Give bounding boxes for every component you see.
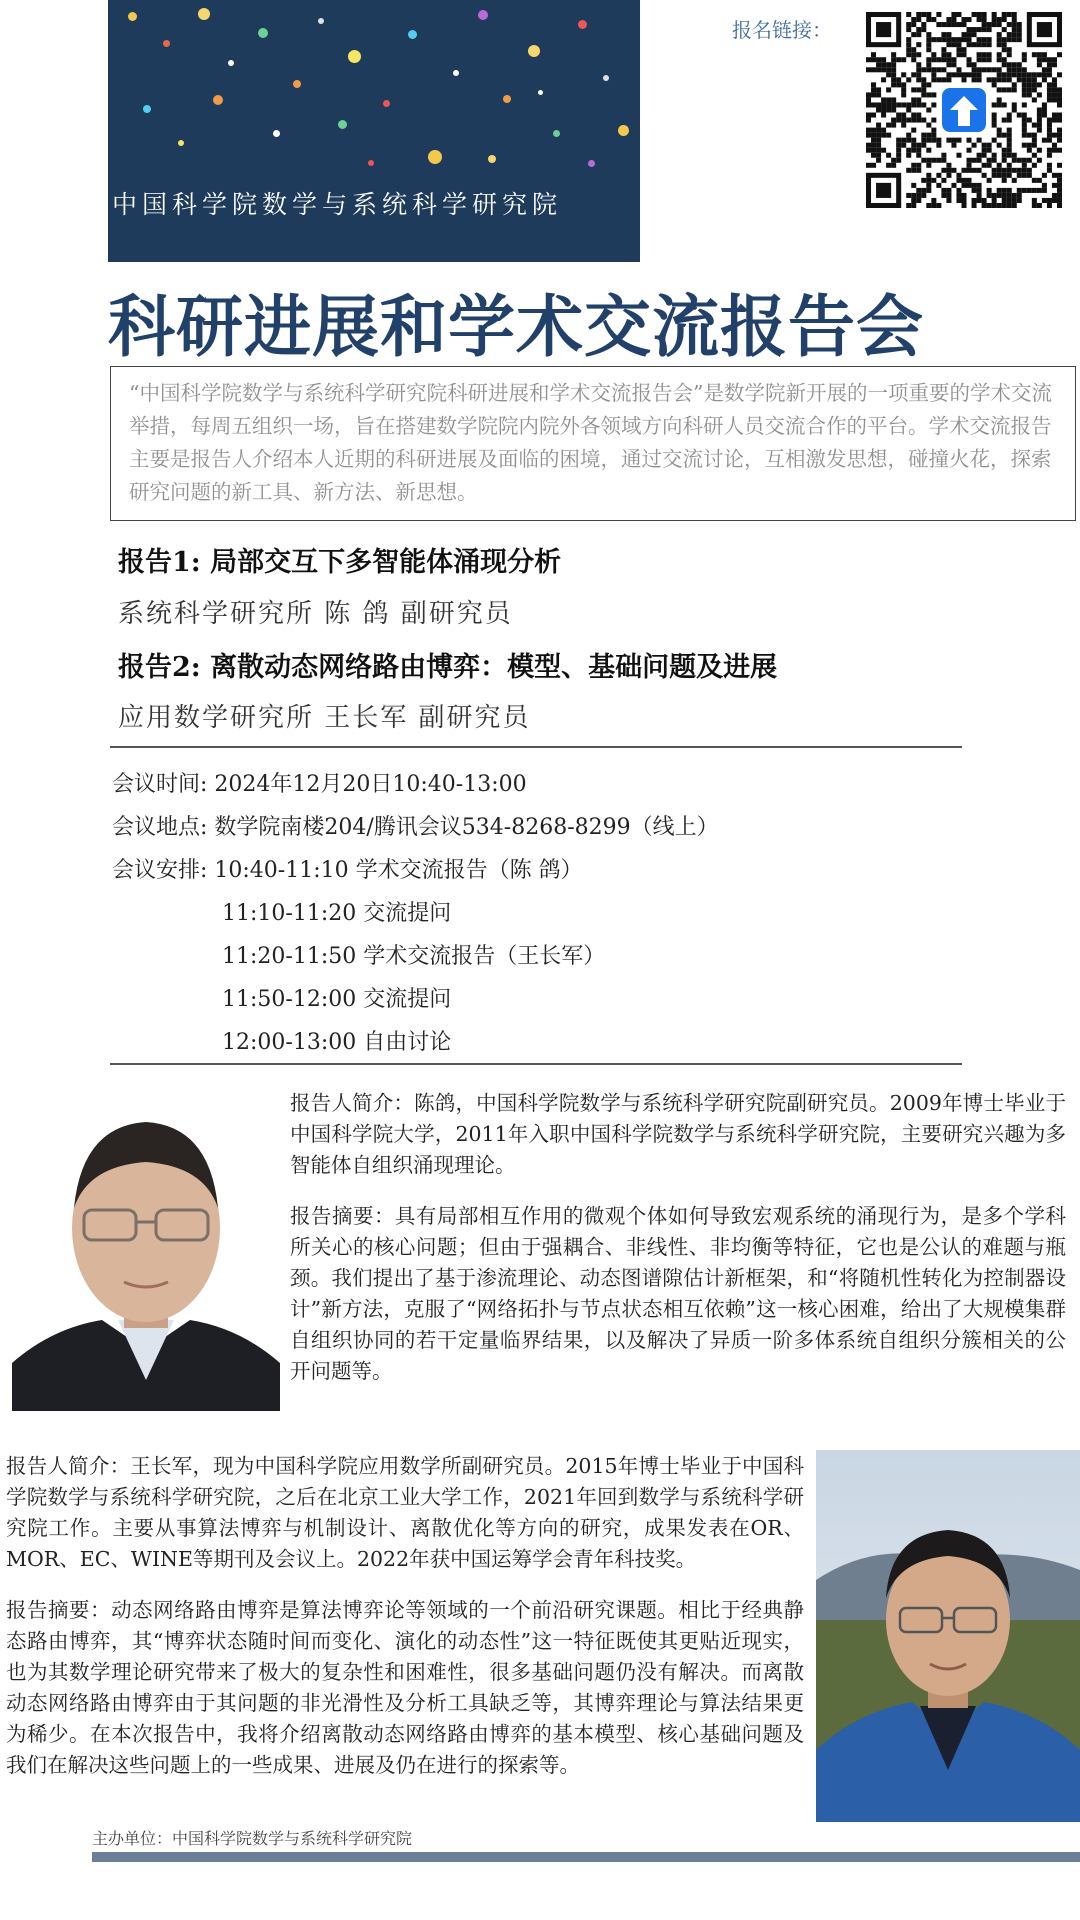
schedule-item: 11:10-11:20 交流提问	[222, 901, 452, 926]
talk-1-speaker: 系统科学研究所 陈 鸽 副研究员	[118, 599, 513, 629]
banner-title: 中国科学院数学与系统科学研究院	[112, 190, 563, 219]
portrait-icon	[816, 1450, 1080, 1822]
footer-bar	[92, 1852, 1080, 1862]
speaker-1-abstract: 报告摘要：具有局部相互作用的微观个体如何导致宏观系统的涌现行为，是多个学科所关心的核心问题；但由于强耦合、非线性、非均衡等特征，它也是公认的难题与瓶颈。我们提出了基于渗流理论、动态图谱隙估计新框架，和“将随机性转化为控制器设计”新方法，克服了“网络拓扑与节点状态相互依赖”这一核心困难，给出了大规模集群自组织协同的若干定量临界结果，以及解决了异质一阶多体系统自组织分簇相关的公开问题等。	[290, 1204, 1066, 1383]
speaker-2-text	[6, 1451, 804, 1781]
speaker-2-abstract: 报告摘要：动态网络路由博弈是算法博弈论等领域的一个前沿研究课题。相比于经典静态路由博弈，其“博弈状态随时间而变化、演化的动态性”这一特征既使其更贴近现实，也为其数学理论研究带来了极大的复杂性和困难性，很多基础问题仍没有解决。而离散动态网络路由博弈由于其问题的非光滑性及分析工具缺乏等，其博弈理论与算法结果更为稀少。在本次报告中，我将介绍离散动态网络路由博弈的基本模型、核心基础问题及我们在解决这些问题上的一些成果、进展及仍在进行的探索等。	[6, 1598, 804, 1777]
speaker-2-bio: 报告人简介：王长军，现为中国科学院应用数学所副研究员。2015年博士毕业于中国科学院数学与系统科学研究院，之后在北京工业大学工作，2021年回到数学与系统科学研究院工作。主要从事算法博弈与机制设计、离散优化等方向的研究，成果发表在OR、MOR、EC、WINE等期刊及会议上。2022年获中国运筹学会青年科技奖。	[6, 1454, 804, 1571]
signup-qr-code[interactable]	[866, 12, 1062, 208]
speaker-1-text	[290, 1088, 1066, 1387]
qr-code-icon	[866, 12, 1062, 208]
signup-label: 报名链接：	[732, 18, 832, 42]
talk-1-title: 报告1: 局部交互下多智能体涌现分析	[118, 547, 562, 578]
header-banner	[108, 0, 640, 262]
schedule-item: 12:00-13:00 自由讨论	[222, 1030, 452, 1055]
meeting-time: 会议时间: 2024年12月20日10:40-13:00	[112, 772, 527, 797]
talk-2-title: 报告2: 离散动态网络路由博弈：模型、基础问题及进展	[118, 652, 778, 683]
schedule-item: 11:50-12:00 交流提问	[222, 987, 452, 1012]
schedule-item: 会议安排: 10:40-11:10 学术交流报告（陈 鸽）	[112, 858, 583, 883]
divider	[110, 1063, 962, 1065]
divider	[110, 746, 962, 748]
intro-paragraph: “中国科学院数学与系统科学研究院科研进展和学术交流报告会”是数学院新开展的一项重要的学术交流举措，每周五组织一场，旨在搭建数学院院内院外各领域方向科研人员交流合作的平台。学术交流报告主要是报告人介绍本人近期的科研进展及面临的困境，通过交流讨论，互相激发思想，碰撞火花，探索研究问题的新工具、新方法、新思想。	[110, 366, 1076, 521]
schedule-item: 11:20-11:50 学术交流报告（王长军）	[222, 944, 606, 969]
speaker-2-photo	[816, 1450, 1080, 1822]
page-title: 科研进展和学术交流报告会	[108, 288, 924, 366]
meeting-place: 会议地点: 数学院南楼204/腾讯会议534-8268-8299（线上）	[112, 815, 719, 840]
talk-2-speaker: 应用数学研究所 王长军 副研究员	[118, 703, 531, 733]
portrait-icon	[12, 1088, 280, 1411]
speaker-1-bio: 报告人简介：陈鸽，中国科学院数学与系统科学研究院副研究员。2009年博士毕业于中国科学院大学，2011年入职中国科学院数学与系统科学研究院，主要研究兴趣为多智能体自组织涌现理论。	[290, 1091, 1066, 1177]
speaker-1-photo	[12, 1088, 280, 1411]
organizer: 主办单位：中国科学院数学与系统科学研究院	[92, 1829, 413, 1848]
